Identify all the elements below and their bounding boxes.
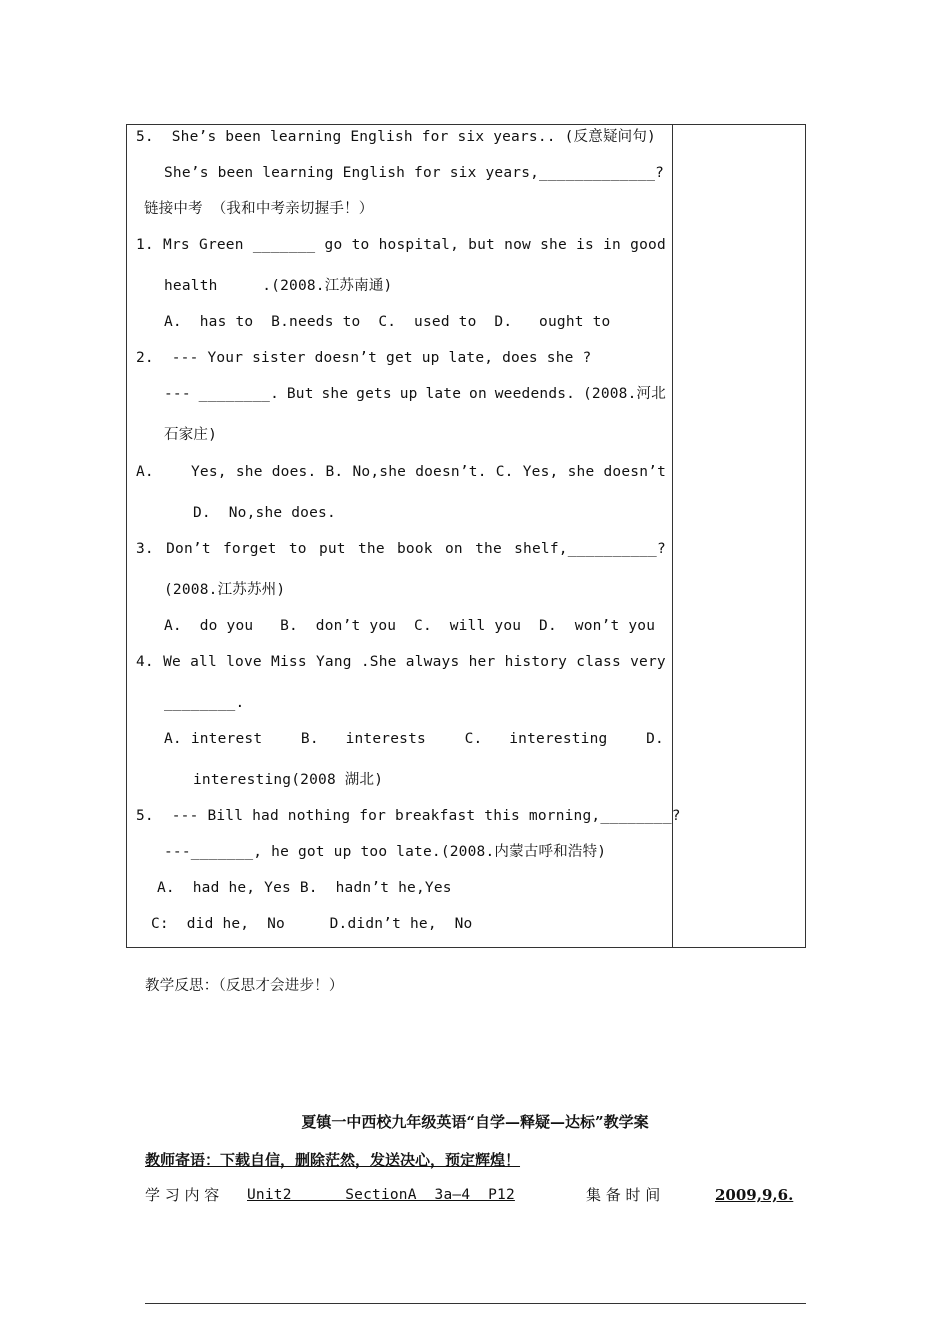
question-4-options: A. interest B. interests C. interesting D.: [164, 731, 664, 747]
question-5-line1: 5. --- Bill had nothing for breakfast this morning,________?: [136, 808, 681, 824]
teacher-message: 教师寄语：下载自信，删除茫然，发送决心，预定辉煌！: [145, 1151, 521, 1169]
question-4-options-line2: interesting(2008 湖北): [193, 772, 384, 788]
q5-prev-line2: She’s been learning English for six years,_____________?: [164, 165, 665, 181]
question-1-line2: health .(2008.江苏南通): [164, 278, 393, 294]
question-2-line3: 石家庄): [164, 427, 218, 443]
question-2-options: A. Yes, she does. B. No,she doesn’t. C. Yes, she doesn’t: [136, 464, 666, 480]
q5-prev-line1: 5. She’s been learning English for six years.. (反意疑问句): [136, 129, 656, 145]
study-content-label: 学 习 内 容: [145, 1186, 220, 1204]
prep-time-value: 2009,9,6.: [715, 1186, 794, 1204]
bottom-rule: [145, 1303, 806, 1304]
study-content-value: Unit2 SectionA 3a—4 P12: [247, 1187, 515, 1203]
section-title: 链接中考 （我和中考亲切握手！）: [144, 201, 374, 217]
question-4-line1: 4. We all love Miss Yang .She always her history class very: [136, 654, 666, 670]
question-4-line2: ________.: [164, 695, 245, 711]
question-1-options: A. has to B.needs to C. used to D. ought to: [164, 314, 611, 330]
question-3-line1: 3. Don’t forget to put the book on the shelf,__________?: [136, 541, 666, 557]
reflection-label: 教学反思：（反思才会进步！）: [145, 978, 344, 994]
question-2-line1: 2. --- Your sister doesn’t get up late, does she ?: [136, 350, 592, 366]
question-2-line2: --- ________. But she gets up late on weedends. (2008.河北: [164, 386, 666, 402]
question-1-line1: 1. Mrs Green _______ go to hospital, but now she is in good: [136, 237, 666, 253]
question-5-options-line2: C: did he, No D.didn’t he, No: [151, 916, 473, 932]
document-title: 夏镇一中西校九年级英语“自学—释疑—达标”教学案: [301, 1113, 649, 1131]
question-5-line2: ---_______, he got up too late.(2008.内蒙古呼和浩特): [164, 844, 607, 860]
question-3-line2: (2008.江苏苏州): [164, 582, 286, 598]
question-2-options-line2: D. No,she does.: [193, 505, 336, 521]
prep-time-label: 集 备 时 间: [586, 1186, 661, 1204]
question-3-options: A. do you B. don’t you C. will you D. won’t you: [164, 618, 656, 634]
question-5-options: A. had he, Yes B. hadn’t he,Yes: [157, 880, 452, 896]
